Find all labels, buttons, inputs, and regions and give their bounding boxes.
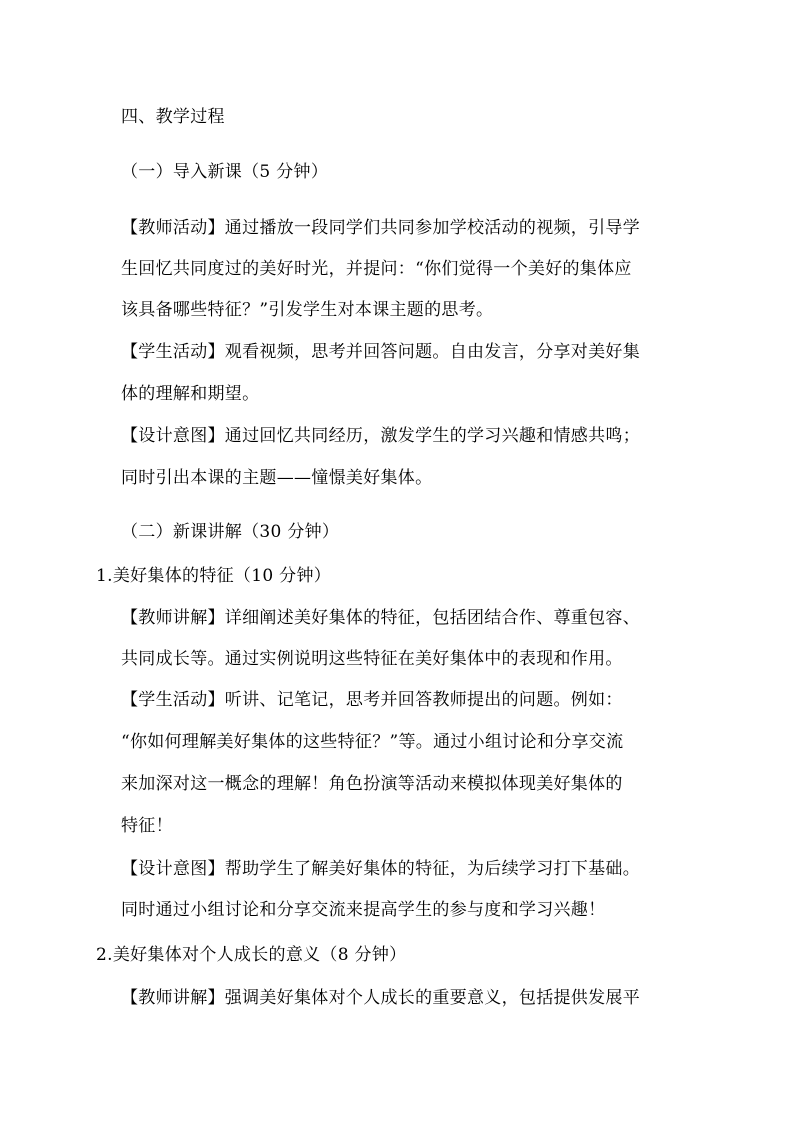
section1-student-line-2: 体的理解和期望。 [121,384,260,404]
item1-student-line-2: “你如何理解美好集体的这些特征？”等。通过小组讨论和分享交流 [121,732,624,752]
item1-intent-line-1: 【设计意图】帮助学生了解美好集体的特征，为后续学习打下基础。 [121,859,640,879]
section1-title: （一）导入新课（5 分钟） [121,162,329,182]
item1-teacher-line-1: 【教师讲解】详细阐述美好集体的特征，包括团结合作、尊重包容、 [121,608,640,628]
section1-teacher-line-3: 该具备哪些特征？”引发学生对本课主题的思考。 [121,300,494,320]
item2-title: 2.美好集体对个人成长的意义（8 分钟） [96,945,407,965]
item1-student-line-4: 特征！ [121,816,173,836]
item1-intent-line-2: 同时通过小组讨论和分享交流来提高学生的参与度和学习兴趣！ [121,900,606,920]
item1-teacher-line-2: 共同成长等。通过实例说明这些特征在美好集体中的表现和作用。 [121,649,623,669]
section-heading: 四、教学过程 [121,107,225,127]
section1-intent-line-1: 【设计意图】通过回忆共同经历，激发学生的学习兴趣和情感共鸣； [121,426,640,446]
item2-teacher-line-1: 【教师讲解】强调美好集体对个人成长的重要意义，包括提供发展平 [121,988,640,1008]
item1-student-line-3: 来加深对这一概念的理解！角色扮演等活动来模拟体现美好集体的 [121,774,623,794]
item1-student-line-1: 【学生活动】听讲、记笔记，思考并回答教师提出的问题。例如： [121,690,623,710]
section2-title: （二）新课讲解（30 分钟） [121,522,340,542]
item1-title: 1.美好集体的特征（10 分钟） [96,566,332,586]
section1-teacher-line-1: 【教师活动】通过播放一段同学们共同参加学校活动的视频，引导学 [121,218,640,238]
section1-intent-line-2: 同时引出本课的主题——憧憬美好集体。 [121,468,433,488]
section1-student-line-1: 【学生活动】观看视频，思考并回答问题。自由发言，分享对美好集 [121,342,640,362]
section1-teacher-line-2: 生回忆共同度过的美好时光，并提问：“你们觉得一个美好的集体应 [121,259,632,279]
